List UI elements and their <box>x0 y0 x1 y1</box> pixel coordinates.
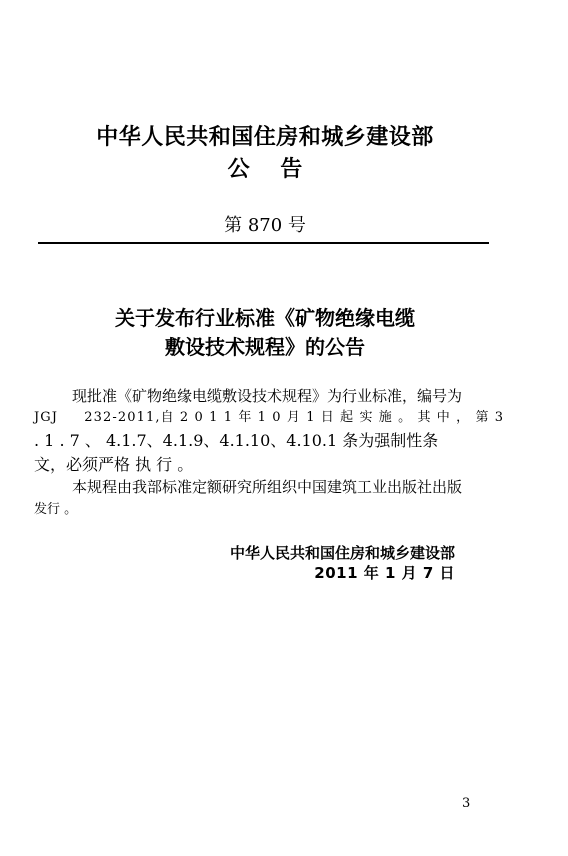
body-paragraph-2-line-2: 发行 。 <box>34 502 78 517</box>
body-paragraph-1-line-2: JGJ 232-2011,自 2 0 1 1 年 1 0 月 1 日 起 实 施 。 其 中 ， 第 3 <box>34 410 505 425</box>
signature-organization: 中华人民共和国住房和城乡建设部 <box>229 544 455 562</box>
notice-number: 第 870 号 <box>224 215 306 236</box>
body-paragraph-1-line-4: 文，必须严格 执 行 。 <box>34 455 194 474</box>
notice-title: 公 告 <box>227 157 303 182</box>
body-paragraph-2-line-1: 本规程由我部标准定额研究所组织中国建筑工业出版社出版 <box>72 478 463 496</box>
body-paragraph-1-line-3: . 1 . 7 、 4.1.7、4.1.9、4.1.10、4.10.1 条为强制性条 <box>34 431 439 450</box>
header-divider <box>38 242 489 244</box>
ministry-title: 中华人民共和国住房和城乡建设部 <box>96 125 434 150</box>
announcement-title-line-1: 关于发布行业标准《矿物绝缘电缆 <box>115 306 415 330</box>
signature-date: 2011 年 1 月 7 日 <box>314 564 455 582</box>
body-paragraph-1-line-1: 现批准《矿物绝缘电缆敷设技术规程》为行业标准，编号为 <box>72 387 463 405</box>
page-number: 3 <box>462 796 471 811</box>
announcement-title-line-2: 敷设技术规程》的公告 <box>165 335 365 359</box>
